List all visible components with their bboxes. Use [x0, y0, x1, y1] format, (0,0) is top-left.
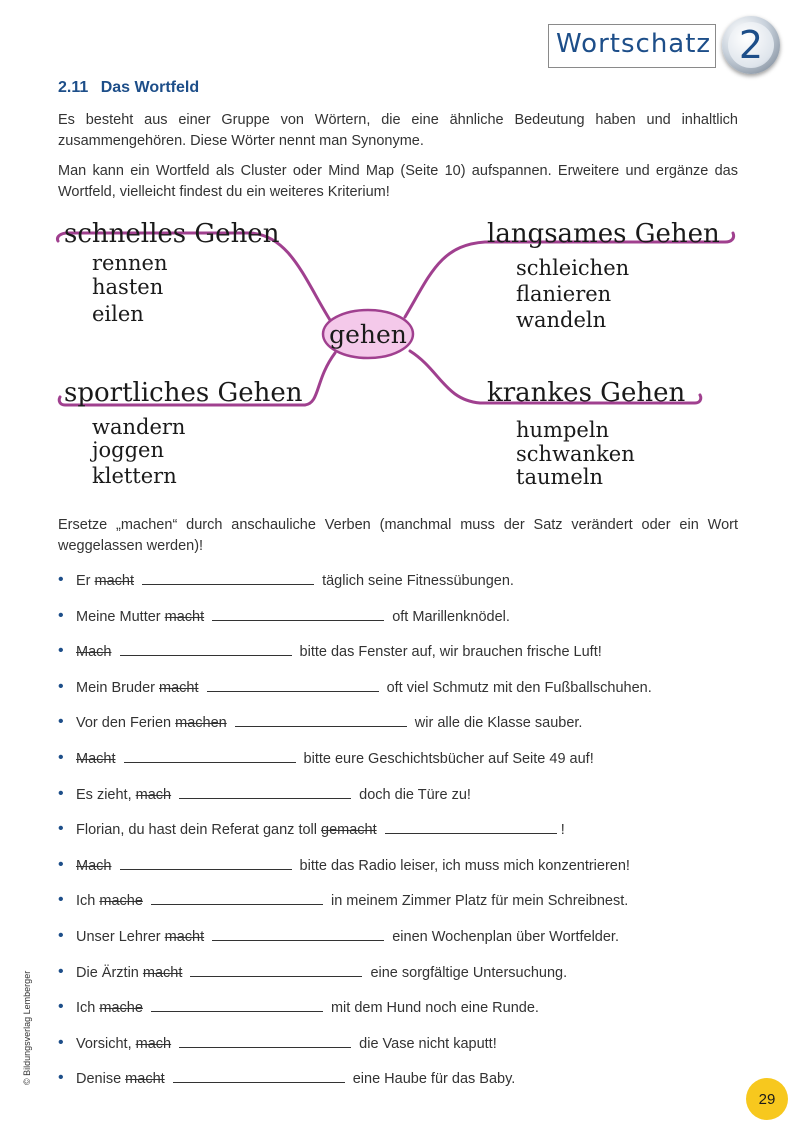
struck-word: macht [164, 928, 205, 945]
mindmap-word: taumeln [516, 465, 604, 489]
exercise-instruction: Ersetze „machen“ durch anschauliche Verben (manchmal muss der Satz verändert oder ein Wort weggelassen werden)! [58, 517, 738, 554]
page-number: 29 [746, 1078, 788, 1120]
mindmap-word: wandeln [516, 308, 607, 332]
mindmap-branch-title: schnelles Gehen [64, 219, 280, 249]
answer-blank[interactable] [212, 606, 384, 621]
mindmap-branch-title: langsames Gehen [487, 219, 720, 249]
mindmap-word: humpeln [516, 418, 610, 442]
mindmap-branch-title: krankes Gehen [487, 378, 686, 408]
struck-word: mache [99, 1000, 143, 1017]
exercise-item: • Die Ärztin macht eine sorgfältige Untersuchung. [58, 962, 758, 998]
answer-blank[interactable] [385, 819, 557, 834]
mindmap-word: eilen [92, 302, 144, 326]
intro-paragraph-2: Man kann ein Wortfeld als Cluster oder Mind Map (Seite 10) aufspannen. Erweitere und ergänze das Wortfeld, vielleicht findest du ein weiteres Kriterium! [58, 163, 738, 200]
mindmap-word: schwanken [516, 442, 635, 466]
mindmap [0, 205, 800, 495]
answer-blank[interactable] [179, 1033, 351, 1048]
answer-blank[interactable] [179, 784, 351, 799]
struck-word: macht [125, 1071, 165, 1088]
chapter-number-badge [722, 16, 780, 74]
answer-blank[interactable] [142, 570, 314, 585]
struck-word: machen [175, 715, 227, 732]
exercise-item: • Denise macht eine Haube für das Baby. [58, 1068, 758, 1104]
exercise-item: • Vor den Ferien machen wir alle die Klasse sauber. [58, 712, 758, 748]
exercise-item: • Er macht täglich seine Fitnessübungen. [58, 570, 758, 606]
struck-word: mach [135, 786, 172, 803]
exercise-item: • Unser Lehrer macht einen Wochenplan über Wortfelder. [58, 926, 758, 962]
struck-word: Mach [76, 857, 112, 874]
mindmap-word: klettern [92, 464, 177, 488]
struck-word: Macht [76, 750, 116, 767]
copyright-notice: © Bildungsverlag Lemberger [22, 970, 32, 1085]
mindmap-branch-title: sportliches Gehen [64, 378, 303, 408]
exercise-item: • Macht bitte eure Geschichtsbücher auf Seite 49 auf! [58, 748, 758, 784]
answer-blank[interactable] [151, 890, 323, 905]
mindmap-word: hasten [92, 275, 164, 299]
answer-blank[interactable] [207, 677, 379, 692]
struck-word: macht [164, 608, 205, 625]
answer-blank[interactable] [190, 962, 362, 977]
exercise-item: • Mach bitte das Fenster auf, wir brauchen frische Luft! [58, 641, 758, 677]
mindmap-word: flanieren [516, 282, 612, 306]
exercise-item: • Florian, du hast dein Referat ganz toll gemacht ! [58, 819, 758, 855]
section-title: Das Wortfeld [100, 79, 200, 96]
section-heading [58, 79, 199, 97]
exercise-item: • Ich mache in meinem Zimmer Platz für mein Schreibnest. [58, 890, 758, 926]
mindmap-word: joggen [92, 438, 164, 462]
answer-blank[interactable] [124, 748, 296, 763]
mindmap-word: rennen [92, 251, 168, 275]
answer-blank[interactable] [120, 641, 292, 656]
exercise-item: • Vorsicht, mach die Vase nicht kaputt! [58, 1033, 758, 1069]
answer-blank[interactable] [151, 997, 323, 1012]
exercise-list [58, 570, 758, 1104]
exercise-item: • Meine Mutter macht oft Marillenknödel. [58, 606, 758, 642]
answer-blank[interactable] [235, 712, 407, 727]
answer-blank[interactable] [173, 1068, 345, 1083]
exercise-item: • Mein Bruder macht oft viel Schmutz mit den Fußballschuhen. [58, 677, 758, 713]
intro-paragraph-1: Es besteht aus einer Gruppe von Wörtern, die eine ähnliche Bedeutung haben und inhaltlich zusammengehören. Diese Wörter nennt man Synonyme. [58, 112, 738, 149]
struck-word: macht [142, 964, 183, 981]
struck-word: Mach [76, 644, 112, 661]
chapter-title: Wortschatz [556, 29, 712, 59]
mindmap-word: wandern [92, 415, 186, 439]
section-number: 2.11 [58, 79, 89, 96]
exercise-item: • Mach bitte das Radio leiser, ich muss mich konzentrieren! [58, 855, 758, 891]
answer-blank[interactable] [212, 926, 384, 941]
mindmap-word: schleichen [516, 256, 630, 280]
struck-word: macht [159, 679, 199, 696]
exercise-item: • Ich mache mit dem Hund noch eine Runde. [58, 997, 758, 1033]
answer-blank[interactable] [120, 855, 292, 870]
mindmap-center-word: gehen [329, 320, 407, 349]
struck-word: gemacht [321, 822, 377, 839]
struck-word: macht [94, 573, 135, 589]
struck-word: mache [99, 893, 143, 910]
chapter-number: 2 [738, 23, 764, 67]
struck-word: mach [135, 1035, 172, 1052]
exercise-item: • Es zieht, mach doch die Türe zu! [58, 784, 758, 820]
